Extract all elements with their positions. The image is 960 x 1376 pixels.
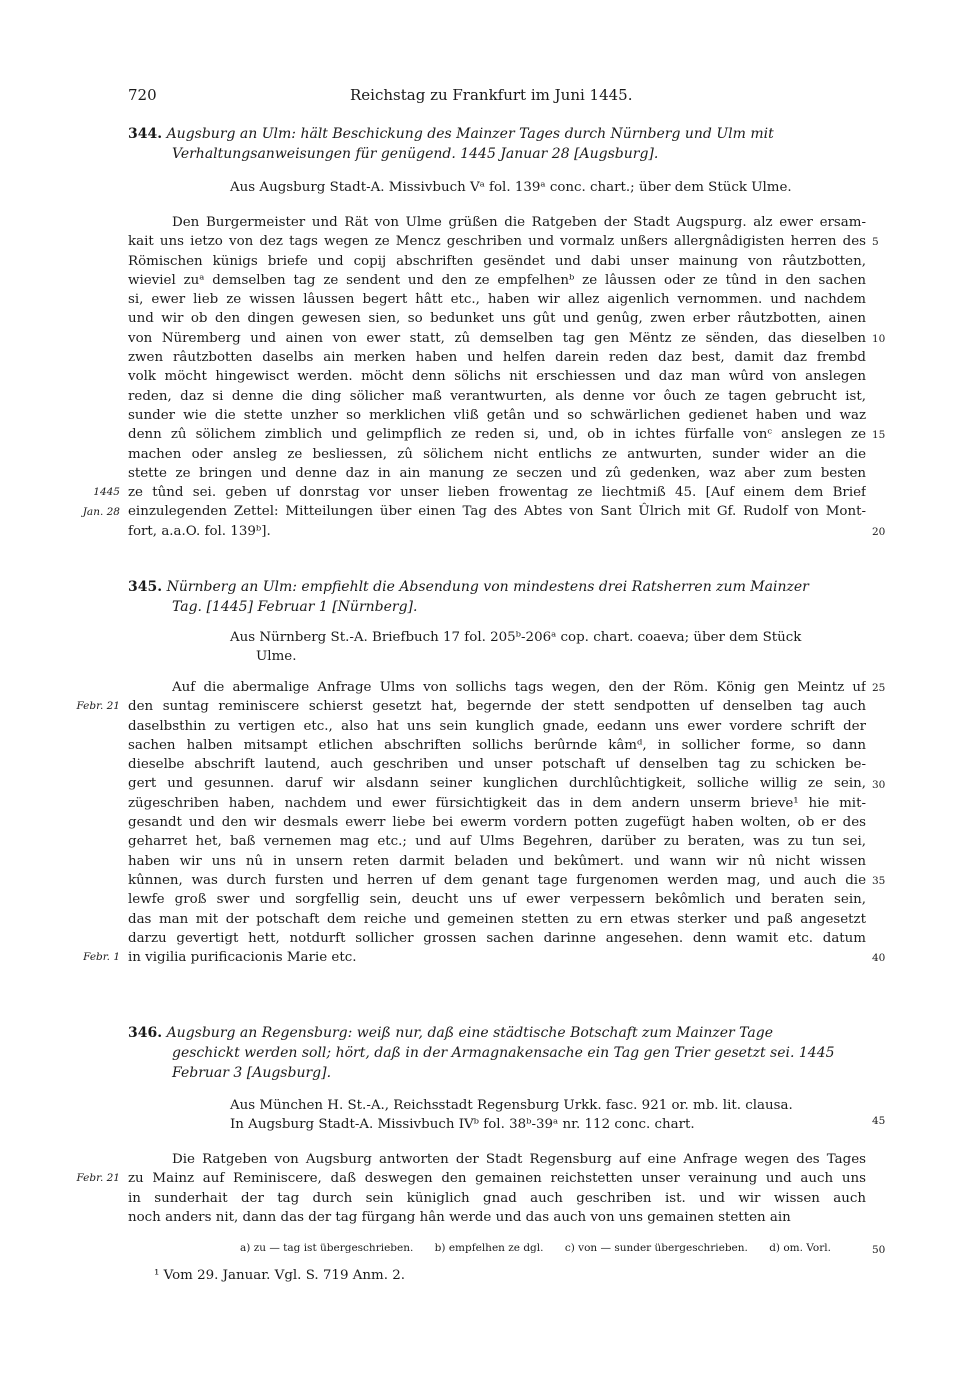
text-line: haben wir uns nû in unsern reten darmit beladen und bekûmert. und wann wir nû nicht wissen xyxy=(128,853,866,869)
source-line: Ulme. xyxy=(256,649,297,664)
text-line: sachen halben mitsampt etlichen abschriften sollichs berûrnde kâmᵈ, in sollicher forme, so dann xyxy=(128,737,866,753)
margin-date-note: Febr. 1 xyxy=(83,951,120,964)
running-title: Reichstag zu Frankfurt im Juni 1445. xyxy=(350,86,633,104)
margin-date-note: 1445 xyxy=(93,486,120,499)
line-number: 15 xyxy=(872,429,886,442)
footnote-b: b) empfelhen ze dgl. xyxy=(434,1242,544,1254)
line-number: 40 xyxy=(872,952,886,965)
line-number: 30 xyxy=(872,778,886,791)
entry-345-title xyxy=(128,577,868,617)
text-line: dieselbe abschrift lautend, auch geschriben und unser potschaft uf denselben tag zu schicken be- xyxy=(128,757,866,773)
entry-number: 346. xyxy=(128,1025,163,1041)
margin-date-note: Febr. 21 xyxy=(76,1172,120,1185)
text-line: denn zû sölichem zimblich und gelimpflich ze reden si, und, ob in ichtes fürfalle vonᶜ anslegen ze xyxy=(128,427,866,443)
source-line: Aus Augsburg Stadt-A. Missivbuch Vᵃ fol. 139ᵃ conc. chart.; über dem Stück Ulme. xyxy=(230,180,792,195)
entry-title-line: Tag. [1445] Februar 1 [Nürnberg]. xyxy=(172,599,418,615)
entry-title-line: geschickt werden soll; hört, daß in der Armagnakensache ein Tag gen Trier gesetzt sei. 1445 xyxy=(172,1045,835,1061)
entry-346-title xyxy=(128,1023,868,1083)
text-line: und wir ob den dingen gewesen sien, so bedunket uns gût und genûg, zwen erber râutzbotten, ainen xyxy=(128,311,866,327)
entry-title-line: Nürnberg an Ulm: empfiehlt die Absendung von mindestens drei Ratsherren zum Mainzer xyxy=(166,579,809,595)
text-line: sunder wie die stette unzher so merklichen vliß getân und so schwärlichen gedienet haben und waz xyxy=(128,407,866,423)
text-line: fort, a.a.O. fol. 139ᵇ]. xyxy=(128,523,271,539)
text-line: Auf die abermalige Anfrage Ulms von sollichs tags wegen, den der Röm. König gen Meintz uf xyxy=(172,680,866,695)
entry-344-title xyxy=(128,124,868,164)
footnote-c: c) von — sunder übergeschrieben. xyxy=(564,1242,748,1254)
text-line: von Nüremberg und ainen von ewer statt, zû demselben tag gen Mëntz ze sënden, das dieselben xyxy=(128,330,866,346)
text-line: das man mit der potschaft dem reiche und gemeinen stetten zu ern etwas sterker und paß angesetzt xyxy=(128,911,866,927)
entry-345-source xyxy=(230,628,870,666)
text-line: den suntag reminiscere schierst gesetzt hat, begernde der stett sendpotten uf denselben tag auch xyxy=(128,699,866,715)
text-line: kûnnen, was durch fursten und herren uf dem genant tage furgenomen werden mag, und auch die xyxy=(128,872,866,888)
text-line: Römischen künigs briefe und copij abschriften gesëndet und dabi unser mainung von râutzbotten, xyxy=(128,253,866,269)
line-number: 20 xyxy=(872,525,886,538)
entry-number: 344. xyxy=(128,126,163,142)
entry-344-source xyxy=(230,178,870,197)
text-line: lewfe groß swer und sorgfellig sein, deucht uns uf ewer verpessern bekômlich und beraten sein, xyxy=(128,892,866,908)
footnote-1: ¹ Vom 29. Januar. Vgl. S. 719 Anm. 2. xyxy=(154,1268,406,1283)
line-number: 35 xyxy=(872,875,886,887)
source-line: In Augsburg Stadt-A. Missivbuch IVᵇ fol. 38ᵇ-39ᵃ nr. 112 conc. chart. xyxy=(230,1117,695,1132)
text-line: machen oder ansleg ze besliessen, zû sölichem nicht entlichs ze antwurten, sunder wider an die xyxy=(128,446,866,462)
text-line: zu Mainz auf Reminiscere, daß deswegen den gemainen reichstetten unser verainung und auch uns xyxy=(128,1171,866,1187)
footnote-d: d) om. Vorl. xyxy=(769,1242,831,1254)
text-line: darzu gevertigt hett, notdurft sollicher grossen sachen darinne angesehen. denn wamit etc. datum xyxy=(128,930,866,946)
line-number: 50 xyxy=(872,1244,886,1256)
source-line: Aus Nürnberg St.-A. Briefbuch 17 fol. 205ᵇ-206ᵃ cop. chart. coaeva; über dem Stück xyxy=(230,630,802,645)
text-line: stette ze bringen und denne daz in ain manung ze seczen und zû gedenken, waz aber zum besten xyxy=(128,465,866,481)
text-line: geharret het, baß vernemen mag etc.; und auf Ulms Begehren, darüber zu beraten, was zu tun sei, xyxy=(128,834,866,850)
text-line: einzulegenden Zettel: Mitteilungen über einen Tag des Abtes von Sant Ûlrich mit Gf. Rudolf von Mont- xyxy=(128,504,866,520)
text-line: gert und gesunnen. daruf wir alsdann seiner kunglichen durchlûchtigkeit, solliche willig ze sein, xyxy=(128,776,866,792)
text-line: kait uns ietzo von dez tags wegen ze Mencz geschriben und vormalz unßers allergnâdigisten herren des xyxy=(128,234,866,250)
entry-344-body xyxy=(128,213,866,541)
text-line: reden, daz si denne die ding sölicher maß verantwurten, als denne vor ôuch ze tagen gebrucht ist, xyxy=(128,388,866,404)
text-line: in vigilia purificacionis Marie etc. xyxy=(128,950,357,966)
entry-345-body xyxy=(128,678,866,967)
text-line: si, ewer lieb ze wissen lâussen begert hâtt etc., haben wir allez aigenlich vernommen. und nachdem xyxy=(128,292,866,308)
entry-346-body xyxy=(128,1150,866,1227)
page-header xyxy=(128,86,864,106)
text-line: zügeschriben haben, nachdem und ewer fürsichtigkeit das in dem andern unserm brieve¹ hie mit- xyxy=(128,795,866,811)
text-line: Die Ratgeben von Augsburg antworten der Stadt Regensburg auf eine Anfrage wegen des Tages xyxy=(172,1152,866,1167)
text-line: volk möcht hingewisct werden. möcht denn sölichs nit erschiessen und daz man wûrd von anslegen xyxy=(128,369,866,385)
entry-title-line: Februar 3 [Augsburg]. xyxy=(172,1065,332,1081)
text-line: ze tûnd sei. geben uf donrstag vor unser lieben frowentag ze liechtmiß 45. [Auf einem dem Brief xyxy=(128,485,866,501)
text-line: noch anders nit, dann das der tag fürgang hân werde und das auch von uns gemainen stetten ain xyxy=(128,1209,791,1225)
entry-title-line: Verhaltungsanweisungen für genügend. 1445 Januar 28 [Augsburg]. xyxy=(172,146,659,162)
margin-date-note: Febr. 21 xyxy=(76,700,120,713)
line-number: 25 xyxy=(872,682,886,694)
entry-346-source xyxy=(230,1096,870,1134)
text-line: in sunderhait der tag durch sein küniglich gnad auch geschriben ist. und wir wissen auch xyxy=(128,1190,866,1206)
text-line: gesandt und den wir desmals ewerr liebe bei ewerm vordern potten zugefügt haben wolten, ob er des xyxy=(128,815,866,831)
text-line: wieviel zuᵃ demselben tag ze sendent und den ze empfelhenᵇ ze lâussen oder ze tûnd in den sachen xyxy=(128,272,866,288)
text-line: zwen râutzbotten daselbs ain merken haben und helfen darein reden daz best, damit daz frembd xyxy=(128,350,866,366)
line-number: 45 xyxy=(872,1115,886,1128)
text-line: Den Burgermeister und Rät von Ulme grüßen die Ratgeben der Stadt Augspurg. alz ewer ersam- xyxy=(172,215,866,230)
line-number: 5 xyxy=(872,236,879,249)
page-number: 720 xyxy=(128,86,157,104)
text-line: daselbsthin zu vertigen etc., also hat uns sein kunglich gnade, eedann uns ewer vordere schrift der xyxy=(128,718,866,734)
entry-title-line: Augsburg an Regensburg: weiß nur, daß eine städtische Botschaft zum Mainzer Tage xyxy=(166,1025,773,1041)
entry-number: 345. xyxy=(128,579,163,595)
margin-date-note: Jan. 28 xyxy=(82,505,120,518)
footnote-a: a) zu — tag ist übergeschrieben. xyxy=(240,1242,414,1254)
entry-title-line: Augsburg an Ulm: hält Beschickung des Mainzer Tages durch Nürnberg und Ulm mit xyxy=(166,126,774,142)
apparatus-footnotes xyxy=(240,1242,900,1254)
source-line: Aus München H. St.-A., Reichsstadt Regensburg Urkk. fasc. 921 or. mb. lit. clausa. xyxy=(230,1098,793,1113)
line-number: 10 xyxy=(872,332,886,345)
